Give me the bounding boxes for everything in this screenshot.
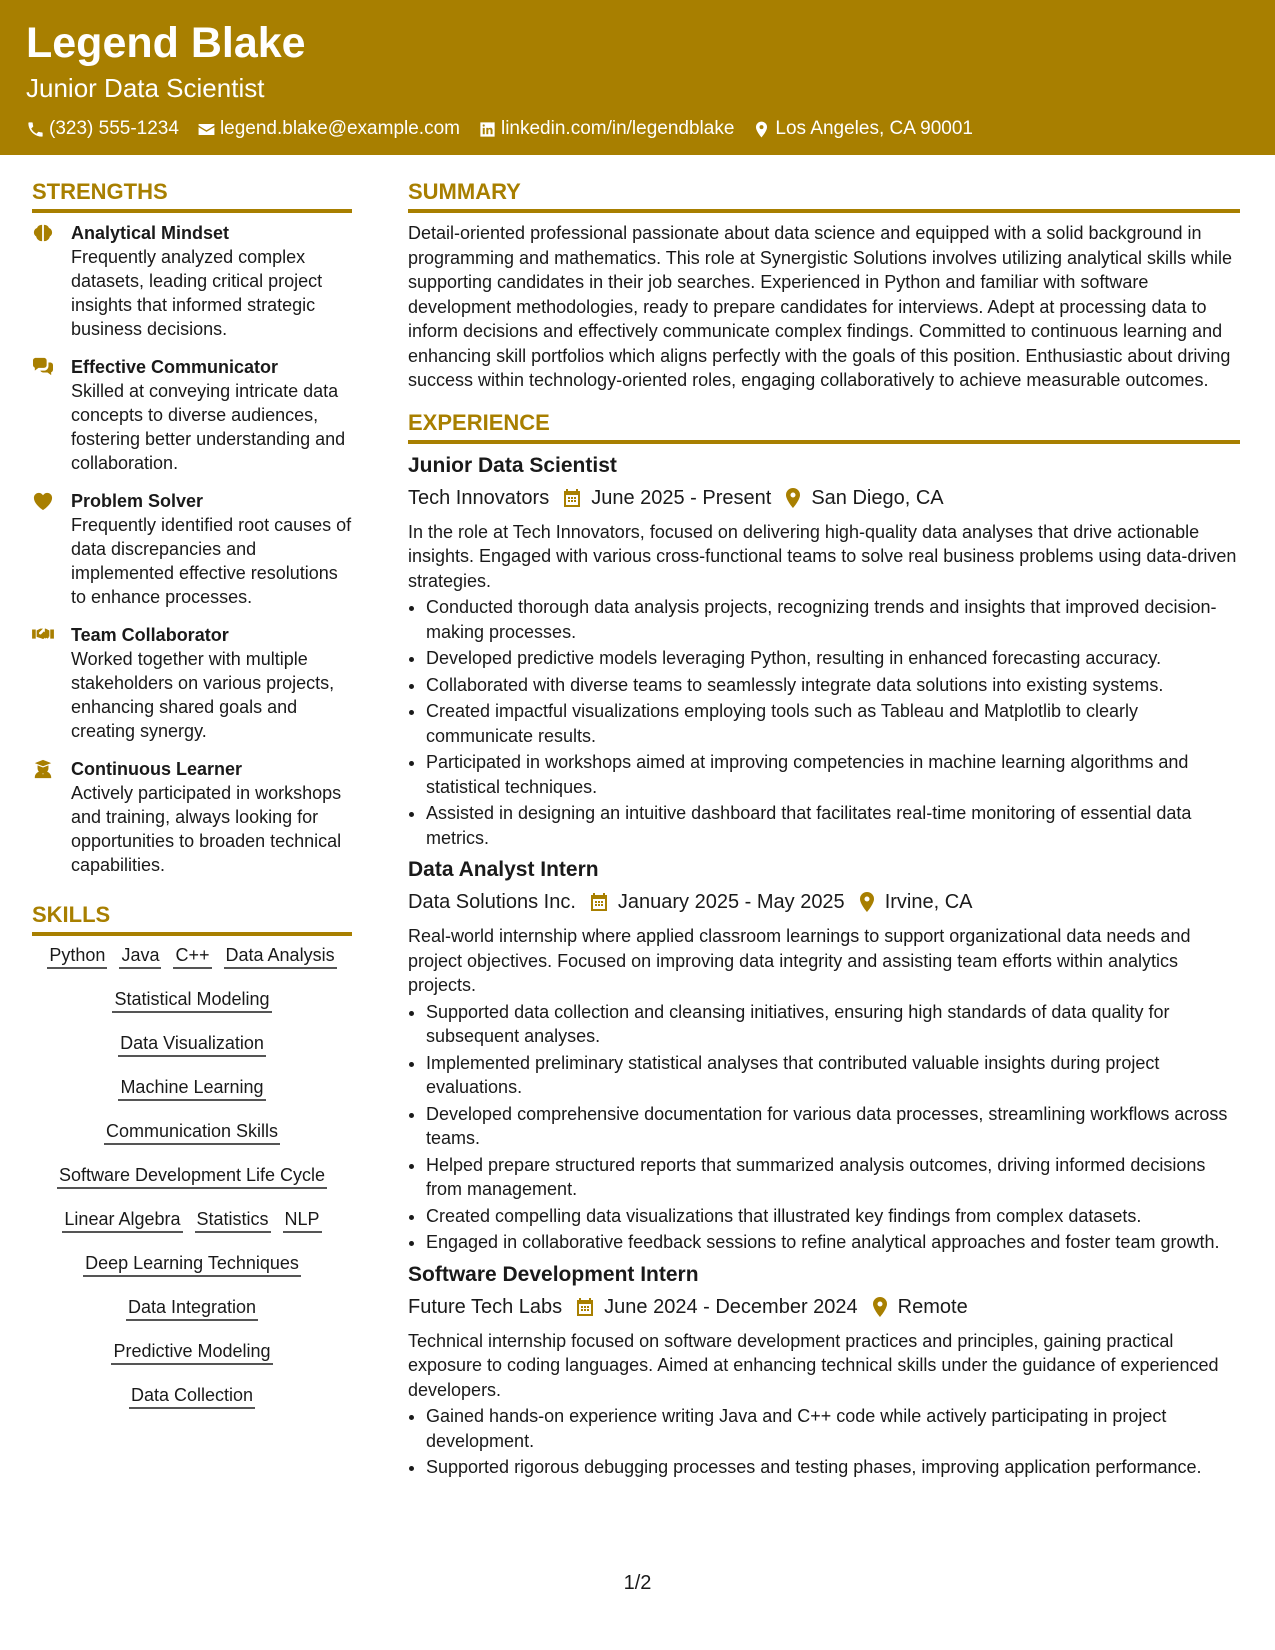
- skill-row: [32, 1340, 352, 1365]
- skill-tag: Data Visualization: [118, 1032, 266, 1057]
- skill-row: [32, 1208, 352, 1233]
- experience-heading: EXPERIENCE: [408, 409, 1240, 444]
- job-entry: [408, 452, 1240, 851]
- job-bullet: • Developed comprehensive documentation for various data processes, streamlining workflows across teams.: [426, 1102, 1240, 1151]
- skill-tag: C++: [173, 944, 211, 969]
- strength-title: Continuous Learner: [71, 759, 243, 779]
- page-number: 1/2: [623, 1572, 652, 1594]
- skill-tag: Java: [119, 944, 161, 969]
- job-meta: [408, 484, 1240, 512]
- right-column: [408, 178, 1240, 1482]
- job-bullet: • Gained hands-on experience writing Java and C++ code while actively participating in project development.: [426, 1404, 1240, 1453]
- skill-tag: Machine Learning: [118, 1076, 265, 1101]
- skill-tag: Data Collection: [129, 1384, 255, 1409]
- resume-header: [0, 0, 1275, 155]
- job-location: San Diego, CA: [811, 486, 944, 509]
- skill-tag: Python: [47, 944, 107, 969]
- skills-list: [32, 944, 352, 1409]
- skill-row: [32, 988, 352, 1013]
- candidate-title: Junior Data Scientist: [26, 73, 265, 103]
- linkedin-icon: [478, 120, 497, 139]
- summary-heading: SUMMARY: [408, 178, 1240, 213]
- map-pin-icon: [859, 892, 875, 912]
- skill-tag: Predictive Modeling: [111, 1340, 272, 1365]
- contact-phone: [26, 117, 179, 141]
- skill-tag: Deep Learning Techniques: [83, 1252, 301, 1277]
- skill-row: [32, 1296, 352, 1321]
- strength-desc: Skilled at conveying intricate data concepts to diverse audiences, fostering better understanding and collaboration.: [71, 381, 346, 473]
- experience-list: [408, 452, 1240, 1480]
- skill-row: [32, 944, 352, 969]
- skill-tag: Software Development Life Cycle: [57, 1164, 327, 1189]
- strength-item: [32, 757, 352, 877]
- skill-row: [32, 1120, 352, 1145]
- handshake-icon: [32, 625, 54, 645]
- map-pin-icon: [872, 1297, 888, 1317]
- skill-tag: Data Integration: [126, 1296, 258, 1321]
- skill-tag: NLP: [283, 1208, 322, 1233]
- strength-desc: Worked together with multiple stakeholders on various projects, enhancing shared goals and creating synergy.: [71, 649, 335, 741]
- strength-title: Problem Solver: [71, 491, 204, 511]
- strength-item: [32, 489, 352, 609]
- contact-email[interactable]: [197, 117, 460, 141]
- job-title: Software Development Intern: [408, 1262, 699, 1286]
- brain-icon: [32, 223, 54, 243]
- job-title: Junior Data Scientist: [408, 453, 617, 477]
- phone-icon: [26, 120, 45, 139]
- job-dates: January 2025 - May 2025: [617, 891, 845, 913]
- job-meta: [408, 1293, 1240, 1321]
- graduate-icon: [32, 759, 54, 779]
- skill-row: [32, 1076, 352, 1101]
- strength-desc: Actively participated in workshops and training, always looking for opportunities to broaden technical capabilities.: [71, 783, 342, 875]
- comments-icon: [32, 357, 54, 377]
- job-company: Future Tech Labs: [408, 1295, 563, 1318]
- job-description: Real-world internship where applied classroom learnings to support organizational data needs and project objectives. Focused on improving data integrity and assisting team efforts within analytics projects.: [408, 926, 1191, 995]
- job-meta: [408, 888, 1240, 916]
- strength-item: [32, 355, 352, 475]
- job-bullets: [408, 1000, 1240, 1255]
- job-bullet: • Supported rigorous debugging processes and testing phases, improving application performance.: [426, 1455, 1240, 1480]
- map-pin-icon: [785, 488, 801, 508]
- job-bullets: [408, 595, 1240, 850]
- skill-tag: Statistical Modeling: [112, 988, 271, 1013]
- job-bullet: • Implemented preliminary statistical analyses that contributed valuable insights during project evaluations.: [426, 1051, 1240, 1100]
- strength-title: Team Collaborator: [71, 625, 229, 645]
- job-bullet: • Collaborated with diverse teams to seamlessly integrate data solutions into existing systems.: [426, 673, 1240, 698]
- job-bullet: • Created compelling data visualizations that illustrated key findings from complex datasets.: [426, 1204, 1240, 1229]
- summary-text: Detail-oriented professional passionate about data science and equipped with a solid background in programming and mathematics. This role at Synergistic Solutions involves utilizing analytical skills while supporting candidates in their job searches. Experienced in Python and familiar with software development methodologies, ready to prepare candidates for interviews. Adept at processing data to inform decisions and effectively communicate complex findings. Committed to continuous learning and enhancing skill portfolios which aligns perfectly with the goals of this position. Enthusiastic about driving success within technology-oriented roles, engaging collaboratively to achieve measurable outcomes.: [408, 223, 1233, 390]
- strength-title: Analytical Mindset: [71, 223, 230, 243]
- calendar-icon: [576, 1297, 594, 1317]
- job-bullet: • Developed predictive models leveraging Python, resulting in enhanced forecasting accuracy.: [426, 646, 1240, 671]
- job-entry: [408, 856, 1240, 1255]
- strengths-heading: STRENGTHS: [32, 178, 352, 213]
- job-bullet: • Engaged in collaborative feedback sessions to refine analytical approaches and foster team growth.: [426, 1230, 1240, 1255]
- email-text[interactable]: legend.blake@example.com: [219, 118, 460, 139]
- skill-tag: Linear Algebra: [62, 1208, 182, 1233]
- skill-row: [32, 1384, 352, 1409]
- job-company: Data Solutions Inc.: [408, 891, 576, 913]
- job-dates: June 2024 - December 2024: [604, 1295, 858, 1318]
- job-bullet: • Supported data collection and cleansing initiatives, ensuring high standards of data quality for subsequent analyses.: [426, 1000, 1240, 1049]
- contact-linkedin[interactable]: [478, 117, 734, 141]
- job-bullet: • Created impactful visualizations employing tools such as Tableau and Matplotlib to clearly communicate results.: [426, 699, 1240, 748]
- job-entry: [408, 1261, 1240, 1480]
- skill-tag: Communication Skills: [104, 1120, 280, 1145]
- strength-item: [32, 221, 352, 341]
- skills-heading: SKILLS: [32, 901, 352, 936]
- job-title: Data Analyst Intern: [408, 858, 599, 881]
- candidate-name: Legend Blake: [26, 19, 306, 67]
- job-bullet: • Participated in workshops aimed at improving competencies in machine learning algorithms and statistical techniques.: [426, 750, 1240, 799]
- skill-row: [32, 1032, 352, 1057]
- job-location: Remote: [897, 1295, 968, 1318]
- strength-desc: Frequently identified root causes of data discrepancies and implemented effective resolutions to enhance processes.: [71, 515, 352, 607]
- contact-location: [752, 117, 973, 141]
- strength-title: Effective Communicator: [71, 357, 279, 377]
- job-bullet: • Helped prepare structured reports that summarized analysis outcomes, driving informed decisions from management.: [426, 1153, 1240, 1202]
- strength-desc: Frequently analyzed complex datasets, leading critical project insights that informed strategic business decisions.: [71, 247, 323, 339]
- skill-tag: Data Analysis: [224, 944, 337, 969]
- contact-bar: [26, 117, 973, 141]
- skill-row: [32, 1164, 352, 1189]
- phone-text: (323) 555-1234: [49, 118, 179, 139]
- map-pin-icon: [752, 120, 771, 139]
- job-bullet: • Conducted thorough data analysis projects, recognizing trends and insights that improved decision-making processes.: [426, 595, 1240, 644]
- envelope-icon: [197, 120, 216, 139]
- job-location: Irvine, CA: [884, 891, 973, 913]
- job-bullet: • Assisted in designing an intuitive dashboard that facilitates real-time monitoring of essential data metrics.: [426, 801, 1240, 850]
- calendar-icon: [590, 892, 608, 912]
- location-text: Los Angeles, CA 90001: [775, 118, 973, 139]
- job-bullets: [408, 1404, 1240, 1480]
- linkedin-text[interactable]: linkedin.com/in/legendblake: [500, 118, 735, 139]
- job-description: Technical internship focused on software development practices and principles, gaining practical exposure to coding languages. Aimed at enhancing technical skills under the guidance of experienced developers.: [408, 1330, 1219, 1400]
- skill-row: [32, 1252, 352, 1277]
- left-column: [32, 178, 352, 1428]
- job-dates: June 2025 - Present: [591, 486, 772, 509]
- heart-icon: [32, 491, 54, 511]
- skill-tag: Statistics: [195, 1208, 271, 1233]
- calendar-icon: [563, 488, 581, 508]
- job-description: In the role at Tech Innovators, focused on delivering high-quality data analyses that drive actionable insights. Engaged with various cross-functional teams to solve real business problems using data-driven strategies.: [408, 521, 1237, 591]
- job-company: Tech Innovators: [408, 486, 550, 509]
- strength-item: [32, 623, 352, 743]
